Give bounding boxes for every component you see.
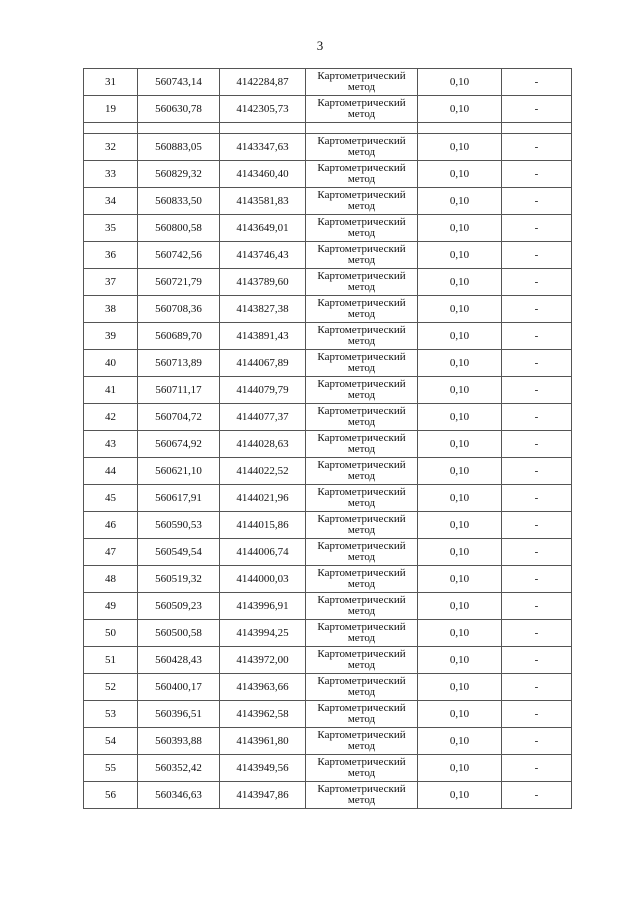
- method-text-line: метод: [347, 108, 376, 120]
- x-coordinate-cell: 560829,32: [138, 161, 220, 188]
- method-cell: [306, 242, 418, 269]
- point-number-cell: 40: [84, 350, 138, 377]
- method-cell: [306, 728, 418, 755]
- method-text-line: метод: [347, 605, 376, 617]
- x-coordinate-cell: 560549,54: [138, 539, 220, 566]
- method-text-line: Картометрический: [317, 621, 406, 633]
- method-text-line: Картометрический: [317, 459, 406, 471]
- table-row: [84, 404, 572, 431]
- note-cell: -: [502, 296, 572, 323]
- accuracy-cell: 0,10: [418, 620, 502, 647]
- x-coordinate-cell: 560742,56: [138, 242, 220, 269]
- method-cell: [306, 161, 418, 188]
- x-coordinate-cell: 560400,17: [138, 674, 220, 701]
- method-cell: [306, 539, 418, 566]
- table-row: [84, 566, 572, 593]
- method-text-line: метод: [347, 308, 376, 320]
- x-coordinate-cell: 560708,36: [138, 296, 220, 323]
- point-number-cell: 34: [84, 188, 138, 215]
- x-coordinate-cell: 560621,10: [138, 458, 220, 485]
- table-row: [84, 458, 572, 485]
- x-coordinate-cell: 560800,58: [138, 215, 220, 242]
- method-text-line: Картометрический: [317, 135, 406, 147]
- note-cell: -: [502, 215, 572, 242]
- method-text-line: Картометрический: [317, 216, 406, 228]
- point-number-cell: 31: [84, 69, 138, 96]
- y-coordinate-cell: 4143961,80: [220, 728, 306, 755]
- method-text-line: метод: [347, 81, 376, 93]
- y-coordinate-cell: 4144067,89: [220, 350, 306, 377]
- method-text-line: метод: [347, 524, 376, 536]
- table-row: [84, 755, 572, 782]
- y-coordinate-cell: 4143789,60: [220, 269, 306, 296]
- x-coordinate-cell: 560721,79: [138, 269, 220, 296]
- table-row: [84, 539, 572, 566]
- table-row: [84, 431, 572, 458]
- point-number-cell: 56: [84, 782, 138, 809]
- accuracy-cell: 0,10: [418, 296, 502, 323]
- point-number-cell: 37: [84, 269, 138, 296]
- note-cell: -: [502, 96, 572, 123]
- table-row: [84, 782, 572, 809]
- point-number-cell: 44: [84, 458, 138, 485]
- point-number-cell: 39: [84, 323, 138, 350]
- accuracy-cell: 0,10: [418, 755, 502, 782]
- method-text-line: метод: [347, 551, 376, 563]
- point-number-cell: 50: [84, 620, 138, 647]
- table-row: [84, 269, 572, 296]
- empty-cell: [418, 123, 502, 134]
- point-number-cell: 53: [84, 701, 138, 728]
- table-row: [84, 188, 572, 215]
- y-coordinate-cell: 4143891,43: [220, 323, 306, 350]
- y-coordinate-cell: 4143996,91: [220, 593, 306, 620]
- method-cell: [306, 323, 418, 350]
- method-text-line: Картометрический: [317, 243, 406, 255]
- method-text-line: Картометрический: [317, 567, 406, 579]
- note-cell: -: [502, 701, 572, 728]
- coordinates-table: [83, 68, 572, 809]
- method-text-line: Картометрический: [317, 189, 406, 201]
- method-text-line: Картометрический: [317, 675, 406, 687]
- accuracy-cell: 0,10: [418, 404, 502, 431]
- method-text-line: метод: [347, 497, 376, 509]
- note-cell: -: [502, 323, 572, 350]
- x-coordinate-cell: 560352,42: [138, 755, 220, 782]
- y-coordinate-cell: 4144079,79: [220, 377, 306, 404]
- table-row: [84, 620, 572, 647]
- table-spacer-row: [84, 123, 572, 134]
- method-text-line: Картометрический: [317, 702, 406, 714]
- method-cell: [306, 377, 418, 404]
- y-coordinate-cell: 4143947,86: [220, 782, 306, 809]
- y-coordinate-cell: 4143347,63: [220, 134, 306, 161]
- method-cell: [306, 404, 418, 431]
- y-coordinate-cell: 4144006,74: [220, 539, 306, 566]
- method-text-line: Картометрический: [317, 405, 406, 417]
- accuracy-cell: 0,10: [418, 134, 502, 161]
- y-coordinate-cell: 4144022,52: [220, 458, 306, 485]
- method-cell: [306, 134, 418, 161]
- table-row: [84, 674, 572, 701]
- method-text-line: метод: [347, 794, 376, 806]
- table-row: [84, 593, 572, 620]
- method-text-line: метод: [347, 227, 376, 239]
- method-cell: [306, 350, 418, 377]
- method-cell: [306, 431, 418, 458]
- point-number-cell: 19: [84, 96, 138, 123]
- note-cell: -: [502, 458, 572, 485]
- y-coordinate-cell: 4143963,66: [220, 674, 306, 701]
- x-coordinate-cell: 560704,72: [138, 404, 220, 431]
- table-row: [84, 96, 572, 123]
- method-text-line: метод: [347, 254, 376, 266]
- note-cell: -: [502, 485, 572, 512]
- accuracy-cell: 0,10: [418, 701, 502, 728]
- note-cell: -: [502, 431, 572, 458]
- method-cell: [306, 782, 418, 809]
- method-cell: [306, 458, 418, 485]
- accuracy-cell: 0,10: [418, 323, 502, 350]
- table-row: [84, 69, 572, 96]
- accuracy-cell: 0,10: [418, 512, 502, 539]
- method-cell: [306, 215, 418, 242]
- table-row: [84, 647, 572, 674]
- method-text-line: метод: [347, 389, 376, 401]
- method-text-line: Картометрический: [317, 324, 406, 336]
- method-text-line: Картометрический: [317, 351, 406, 363]
- note-cell: -: [502, 69, 572, 96]
- method-cell: [306, 674, 418, 701]
- method-cell: [306, 69, 418, 96]
- empty-cell: [220, 123, 306, 134]
- note-cell: -: [502, 755, 572, 782]
- point-number-cell: 47: [84, 539, 138, 566]
- y-coordinate-cell: 4143994,25: [220, 620, 306, 647]
- accuracy-cell: 0,10: [418, 782, 502, 809]
- accuracy-cell: 0,10: [418, 728, 502, 755]
- method-cell: [306, 593, 418, 620]
- note-cell: -: [502, 134, 572, 161]
- method-text-line: метод: [347, 767, 376, 779]
- method-cell: [306, 512, 418, 539]
- method-cell: [306, 566, 418, 593]
- method-text-line: Картометрический: [317, 648, 406, 660]
- method-cell: [306, 620, 418, 647]
- method-text-line: Картометрический: [317, 270, 406, 282]
- table-row: [84, 323, 572, 350]
- point-number-cell: 54: [84, 728, 138, 755]
- method-cell: [306, 755, 418, 782]
- accuracy-cell: 0,10: [418, 485, 502, 512]
- y-coordinate-cell: 4144015,86: [220, 512, 306, 539]
- point-number-cell: 36: [84, 242, 138, 269]
- empty-cell: [306, 123, 418, 134]
- y-coordinate-cell: 4143581,83: [220, 188, 306, 215]
- note-cell: -: [502, 350, 572, 377]
- method-text-line: Картометрический: [317, 70, 406, 82]
- method-text-line: Картометрический: [317, 432, 406, 444]
- note-cell: -: [502, 566, 572, 593]
- table-row: [84, 161, 572, 188]
- method-text-line: метод: [347, 173, 376, 185]
- accuracy-cell: 0,10: [418, 431, 502, 458]
- y-coordinate-cell: 4143746,43: [220, 242, 306, 269]
- accuracy-cell: 0,10: [418, 242, 502, 269]
- method-cell: [306, 296, 418, 323]
- note-cell: -: [502, 674, 572, 701]
- table-row: [84, 242, 572, 269]
- method-text-line: Картометрический: [317, 162, 406, 174]
- point-number-cell: 33: [84, 161, 138, 188]
- accuracy-cell: 0,10: [418, 566, 502, 593]
- accuracy-cell: 0,10: [418, 269, 502, 296]
- table-row: [84, 512, 572, 539]
- point-number-cell: 35: [84, 215, 138, 242]
- page-number: 3: [316, 38, 324, 53]
- accuracy-cell: 0,10: [418, 593, 502, 620]
- y-coordinate-cell: 4144028,63: [220, 431, 306, 458]
- y-coordinate-cell: 4143962,58: [220, 701, 306, 728]
- x-coordinate-cell: 560689,70: [138, 323, 220, 350]
- method-text-line: Картометрический: [317, 97, 406, 109]
- y-coordinate-cell: 4142284,87: [220, 69, 306, 96]
- x-coordinate-cell: 560743,14: [138, 69, 220, 96]
- method-text-line: Картометрический: [317, 729, 406, 741]
- note-cell: -: [502, 404, 572, 431]
- note-cell: -: [502, 647, 572, 674]
- table-row: [84, 215, 572, 242]
- method-text-line: Картометрический: [317, 513, 406, 525]
- x-coordinate-cell: 560883,05: [138, 134, 220, 161]
- method-text-line: метод: [347, 659, 376, 671]
- method-cell: [306, 269, 418, 296]
- x-coordinate-cell: 560711,17: [138, 377, 220, 404]
- method-text-line: Картометрический: [317, 486, 406, 498]
- y-coordinate-cell: 4143649,01: [220, 215, 306, 242]
- x-coordinate-cell: 560346,63: [138, 782, 220, 809]
- table-row: [84, 134, 572, 161]
- method-cell: [306, 188, 418, 215]
- method-cell: [306, 701, 418, 728]
- point-number-cell: 55: [84, 755, 138, 782]
- point-number-cell: 43: [84, 431, 138, 458]
- method-text-line: метод: [347, 146, 376, 158]
- empty-cell: [502, 123, 572, 134]
- note-cell: -: [502, 242, 572, 269]
- y-coordinate-cell: 4143972,00: [220, 647, 306, 674]
- y-coordinate-cell: 4144000,03: [220, 566, 306, 593]
- method-text-line: Картометрический: [317, 540, 406, 552]
- point-number-cell: 48: [84, 566, 138, 593]
- x-coordinate-cell: 560509,23: [138, 593, 220, 620]
- point-number-cell: 51: [84, 647, 138, 674]
- method-text-line: метод: [347, 335, 376, 347]
- x-coordinate-cell: 560674,92: [138, 431, 220, 458]
- accuracy-cell: 0,10: [418, 69, 502, 96]
- accuracy-cell: 0,10: [418, 350, 502, 377]
- point-number-cell: 49: [84, 593, 138, 620]
- method-text-line: метод: [347, 281, 376, 293]
- y-coordinate-cell: 4143827,38: [220, 296, 306, 323]
- note-cell: -: [502, 539, 572, 566]
- coordinates-table-body: [84, 69, 572, 809]
- y-coordinate-cell: 4143460,40: [220, 161, 306, 188]
- x-coordinate-cell: 560393,88: [138, 728, 220, 755]
- note-cell: -: [502, 512, 572, 539]
- method-text-line: Картометрический: [317, 297, 406, 309]
- point-number-cell: 52: [84, 674, 138, 701]
- x-coordinate-cell: 560630,78: [138, 96, 220, 123]
- note-cell: -: [502, 269, 572, 296]
- point-number-cell: 41: [84, 377, 138, 404]
- x-coordinate-cell: 560500,58: [138, 620, 220, 647]
- table-row: [84, 377, 572, 404]
- accuracy-cell: 0,10: [418, 458, 502, 485]
- method-text-line: Картометрический: [317, 594, 406, 606]
- method-text-line: метод: [347, 362, 376, 374]
- method-text-line: метод: [347, 713, 376, 725]
- method-text-line: Картометрический: [317, 783, 406, 795]
- accuracy-cell: 0,10: [418, 161, 502, 188]
- point-number-cell: 46: [84, 512, 138, 539]
- y-coordinate-cell: 4144021,96: [220, 485, 306, 512]
- accuracy-cell: 0,10: [418, 647, 502, 674]
- method-text-line: метод: [347, 740, 376, 752]
- accuracy-cell: 0,10: [418, 377, 502, 404]
- method-text-line: метод: [347, 470, 376, 482]
- accuracy-cell: 0,10: [418, 539, 502, 566]
- method-cell: [306, 485, 418, 512]
- y-coordinate-cell: 4142305,73: [220, 96, 306, 123]
- method-text-line: Картометрический: [317, 378, 406, 390]
- y-coordinate-cell: 4143949,56: [220, 755, 306, 782]
- x-coordinate-cell: 560617,91: [138, 485, 220, 512]
- table-row: [84, 701, 572, 728]
- note-cell: -: [502, 377, 572, 404]
- method-text-line: метод: [347, 578, 376, 590]
- note-cell: -: [502, 593, 572, 620]
- point-number-cell: 32: [84, 134, 138, 161]
- method-text-line: метод: [347, 416, 376, 428]
- table-row: [84, 296, 572, 323]
- x-coordinate-cell: 560833,50: [138, 188, 220, 215]
- note-cell: -: [502, 782, 572, 809]
- point-number-cell: 42: [84, 404, 138, 431]
- note-cell: -: [502, 161, 572, 188]
- method-text-line: Картометрический: [317, 756, 406, 768]
- method-text-line: метод: [347, 686, 376, 698]
- accuracy-cell: 0,10: [418, 215, 502, 242]
- table-row: [84, 485, 572, 512]
- x-coordinate-cell: 560590,53: [138, 512, 220, 539]
- table-row: [84, 728, 572, 755]
- method-text-line: метод: [347, 443, 376, 455]
- accuracy-cell: 0,10: [418, 96, 502, 123]
- x-coordinate-cell: 560713,89: [138, 350, 220, 377]
- note-cell: -: [502, 620, 572, 647]
- x-coordinate-cell: 560519,32: [138, 566, 220, 593]
- method-cell: [306, 647, 418, 674]
- y-coordinate-cell: 4144077,37: [220, 404, 306, 431]
- empty-cell: [84, 123, 138, 134]
- point-number-cell: 45: [84, 485, 138, 512]
- empty-cell: [138, 123, 220, 134]
- method-text-line: метод: [347, 200, 376, 212]
- method-text-line: метод: [347, 632, 376, 644]
- x-coordinate-cell: 560396,51: [138, 701, 220, 728]
- note-cell: -: [502, 728, 572, 755]
- x-coordinate-cell: 560428,43: [138, 647, 220, 674]
- table-row: [84, 350, 572, 377]
- accuracy-cell: 0,10: [418, 188, 502, 215]
- point-number-cell: 38: [84, 296, 138, 323]
- note-cell: -: [502, 188, 572, 215]
- method-cell: [306, 96, 418, 123]
- accuracy-cell: 0,10: [418, 674, 502, 701]
